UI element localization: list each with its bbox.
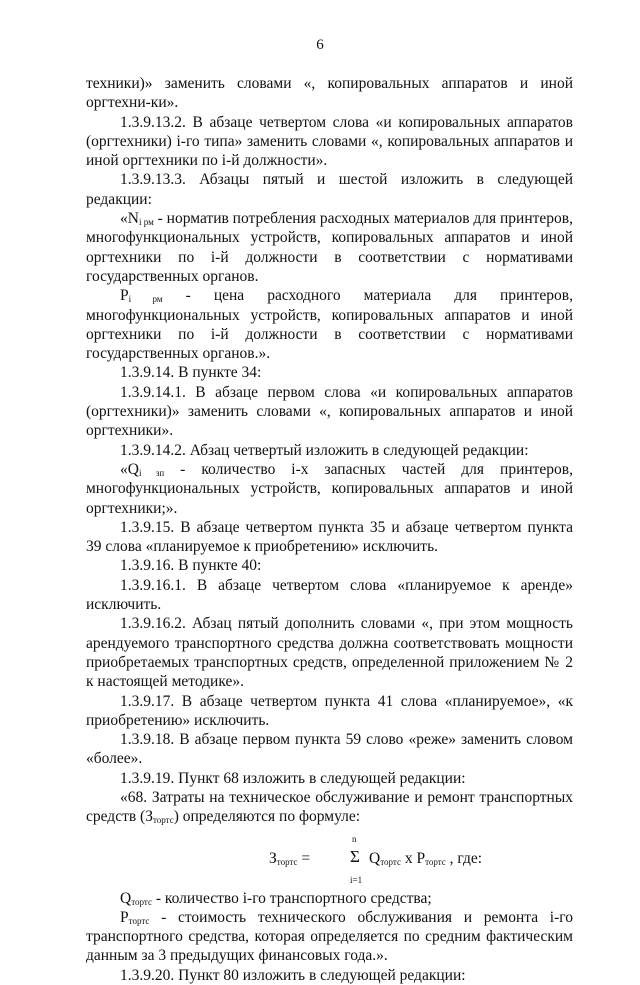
paragraph: 1.3.9.14.2. Абзац четвертый изложить в следующей редакции: bbox=[120, 441, 529, 459]
definition-subscript: i рм bbox=[138, 217, 154, 228]
formula-lhs-subscript: тортс bbox=[276, 856, 298, 867]
paragraph: 1.3.9.16. В пункте 40: bbox=[120, 557, 262, 575]
sum-lower-limit: i=1 bbox=[350, 874, 363, 885]
definition-symbol: «N bbox=[120, 210, 139, 228]
paragraph: 1.3.9.13.2. В абзаце четвертом слова «и копировальных аппаратов (оргтехники) i-го типа» заменить словами «, копировальных аппаратов и иной оргтехники по i-й должности». bbox=[86, 113, 573, 170]
paragraph-text: «68. Затраты на техническое обслуживание и ремонт транспортных средств (З bbox=[86, 788, 573, 826]
paragraph: 1.3.9.17. В абзаце четвертом пункта 41 слова «планируемое», «к приобретению» исключить. bbox=[86, 692, 573, 729]
definition-subscript: i рм bbox=[128, 294, 163, 305]
definition-subscript: тортс bbox=[128, 915, 150, 926]
paragraph: 1.3.9.20. Пункт 80 изложить в следующей редакции: bbox=[120, 966, 466, 984]
document-body bbox=[86, 74, 573, 985]
paragraph: 1.3.9.15. В абзаце четвертом пункта 35 и абзаце четвертом пункта 39 слова «планируемое к приобретению» исключить. bbox=[86, 518, 573, 556]
paragraph-68 bbox=[86, 788, 573, 827]
formula bbox=[86, 831, 573, 887]
formula-q-subscript: тортс bbox=[380, 856, 401, 867]
definition-text: - количество i-го транспортного средства; bbox=[151, 889, 432, 907]
definition-symbol: P bbox=[120, 908, 129, 926]
formula-rhs bbox=[369, 849, 482, 868]
definition-n-rm bbox=[86, 209, 573, 286]
formula-q-symbol: Q bbox=[369, 849, 381, 867]
formula-lhs-symbol: З bbox=[269, 849, 277, 867]
definition-p-rm bbox=[86, 286, 573, 363]
paragraph: 1.3.9.19. Пункт 68 изложить в следующей редакции: bbox=[120, 769, 466, 787]
formula-lhs bbox=[269, 849, 310, 868]
definition-text: - стоимость технического обслуживания и ремонта i-го транспортного средства, которая определяется по средним фактическим данным за 3 предыдущих финансовых года.». bbox=[86, 908, 573, 965]
sum-upper-limit: n bbox=[352, 833, 357, 844]
sigma-icon: Σ bbox=[350, 846, 360, 866]
definition-text: - количество i-х запасных частей для принтеров, многофункциональных устройств, копировальных аппаратов и иной оргтехники;». bbox=[86, 460, 573, 517]
definition-text: - норматив потребления расходных материалов для принтеров, многофункциональных устройств, копировальных аппаратов и иной оргтехники по i-й должности в соответствии с нормативами государственных органов. bbox=[86, 210, 573, 285]
page-number: 6 bbox=[316, 37, 324, 53]
formula-equals: = bbox=[297, 849, 311, 867]
paragraph: 1.3.9.16.1. В абзаце четвертом слова «планируемое к аренде» исключить. bbox=[86, 576, 573, 614]
formula-p-subscript: тортс bbox=[425, 856, 446, 867]
definition-q-zp bbox=[86, 460, 573, 518]
definition-p-tor bbox=[86, 908, 573, 966]
definition-subscript: i зп bbox=[138, 467, 165, 478]
definition-text: - цена расходного материала для принтеров, многофункциональных устройств, копировальных аппаратов и иной оргтехники по i-й должности в соответствии с нормативами государственных органов.». bbox=[86, 287, 573, 363]
paragraph: 1.3.9.16.2. Абзац пятый дополнить словами «, при этом мощность арендуемого транспортного средства должна соответствовать мощности приобретаемых транспортных средств, определенной приложением № 2 к настоящей методике». bbox=[86, 615, 573, 691]
paragraph: 1.3.9.14.1. В абзаце первом слова «и копировальных аппаратов (оргтехники)» заменить словами «, копировальных аппаратов и иной оргтехники». bbox=[86, 383, 573, 440]
paragraph: техники)» заменить словами «, копировальных аппаратов и иной оргтехни-ки». bbox=[86, 75, 573, 112]
paragraph: 1.3.9.13.3. Абзацы пятый и шестой изложить в следующей редакции: bbox=[86, 171, 573, 208]
paragraph: 1.3.9.14. В пункте 34: bbox=[120, 364, 262, 382]
definition-symbol: P bbox=[120, 287, 129, 305]
paragraph: 1.3.9.18. В абзаце первом пункта 59 слово «реже» заменить словом «более». bbox=[86, 731, 573, 768]
definition-symbol: «Q bbox=[120, 460, 139, 478]
paragraph-text: ) определяются по формуле: bbox=[173, 808, 361, 826]
formula-tail: , где: bbox=[445, 849, 483, 867]
definition-subscript: тортс bbox=[131, 896, 152, 907]
formula-times-p: x P bbox=[400, 849, 426, 867]
definition-subscript: тортс bbox=[152, 815, 174, 826]
definition-symbol: Q bbox=[120, 889, 132, 907]
